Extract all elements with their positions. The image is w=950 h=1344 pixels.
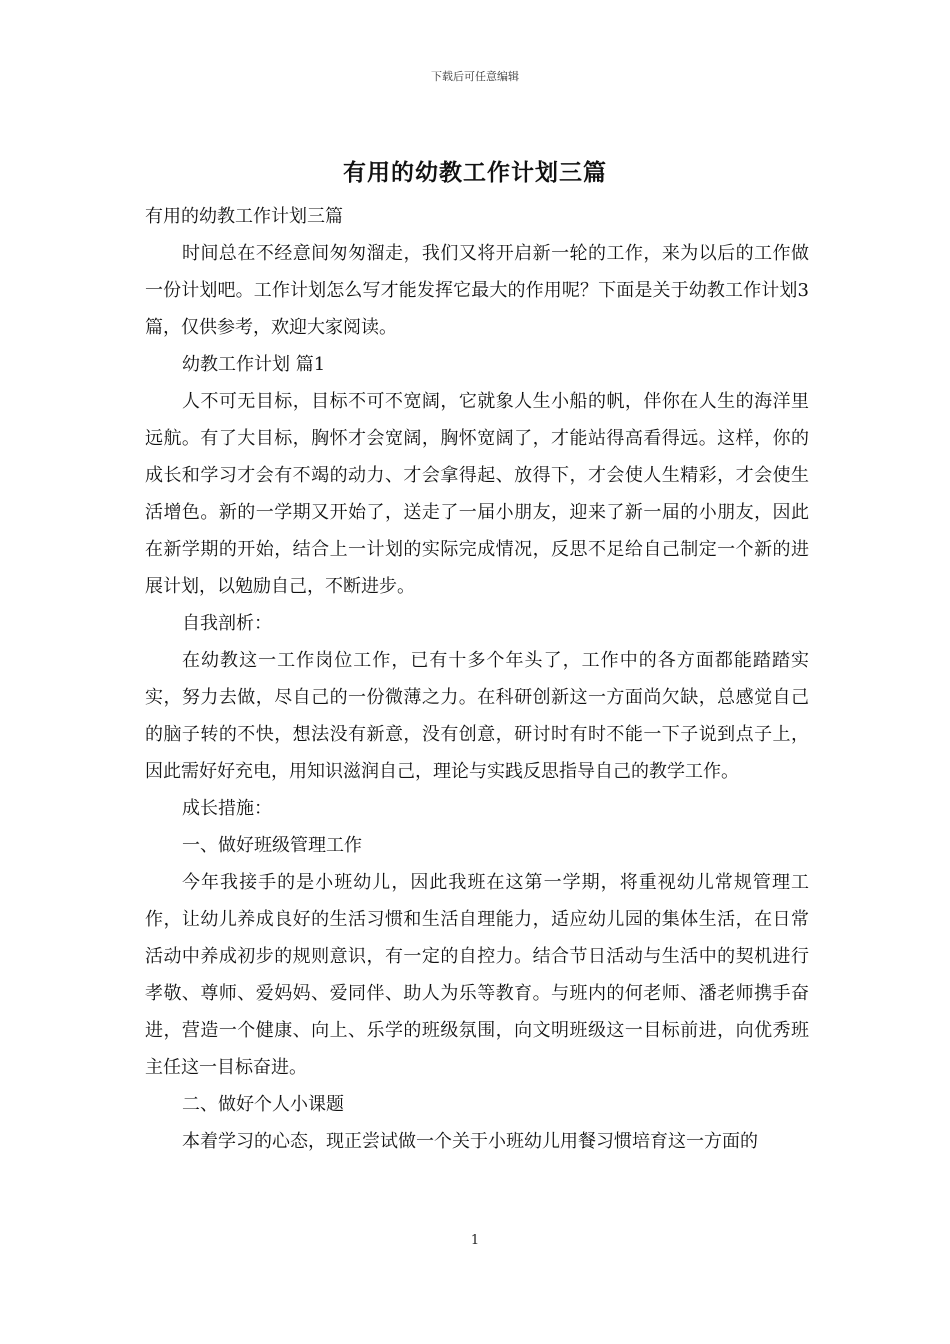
measure-2-heading: 二、做好个人小课题 <box>182 1094 344 1115</box>
self-analysis-heading: 自我剖析： <box>182 613 272 634</box>
page-number: 1 <box>470 1233 480 1248</box>
self-analysis-paragraph: 在幼教这一工作岗位工作，已有十多个年头了，工作中的各方面都能踏踏实实，努力去做，尽自己的一份微薄之力。在科研创新这一方面尚欠缺，总感觉自己的脑子转的不快，想法没有新意，没有创意，研讨时有时不能一下子说到点子上，因此需好好充电，用知识滋润自己，理论与实践反思指导自己的教学工作。 <box>145 650 809 782</box>
class-management-paragraph: 今年我接手的是小班幼儿，因此我班在这第一学期，将重视幼儿常规管理工作，让幼儿养成良好的生活习惯和生活自理能力，适应幼儿园的集体生活，在日常活动中养成初步的规则意识，有一定的自控力。结合节日活动与生活中的契机进行孝敬、尊师、爱妈妈、爱同伴、助人为乐等教育。与班内的何老师、潘老师携手奋进，营造一个健康、向上、乐学的班级氛围，向文明班级这一目标前进，向优秀班主任这一目标奋进。 <box>145 872 809 1078</box>
document-body <box>145 198 809 1160</box>
goal-paragraph: 人不可无目标，目标不可不宽阔，它就象人生小船的帆，伴你在人生的海洋里远航。有了大目标，胸怀才会宽阔，胸怀宽阔了，才能站得高看得远。这样，你的成长和学习才会有不竭的动力、才会拿得起、放得下，才会使人生精彩，才会使生活增色。新的一学期又开始了，送走了一届小朋友，迎来了新一届的小朋友，因此在新学期的开始，结合上一计划的实际完成情况，反思不足给自己制定一个新的进展计划，以勉励自己，不断进步。 <box>145 391 809 597</box>
measure-1-heading: 一、做好班级管理工作 <box>182 835 362 856</box>
personal-topic-paragraph: 本着学习的心态，现正尝试做一个关于小班幼儿用餐习惯培育这一方面的 <box>182 1131 758 1152</box>
section-heading-plan-1: 幼教工作计划 篇1 <box>182 354 326 375</box>
document-title: 有用的幼教工作计划三篇 <box>343 159 607 186</box>
header-note: 下载后可任意编辑 <box>431 70 519 83</box>
growth-measures-heading: 成长措施： <box>182 798 272 819</box>
subtitle-line: 有用的幼教工作计划三篇 <box>145 206 343 227</box>
intro-paragraph: 时间总在不经意间匆匆溜走，我们又将开启新一轮的工作，来为以后的工作做一份计划吧。工作计划怎么写才能发挥它最大的作用呢？下面是关于幼教工作计划3篇，仅供参考，欢迎大家阅读。 <box>145 243 809 338</box>
